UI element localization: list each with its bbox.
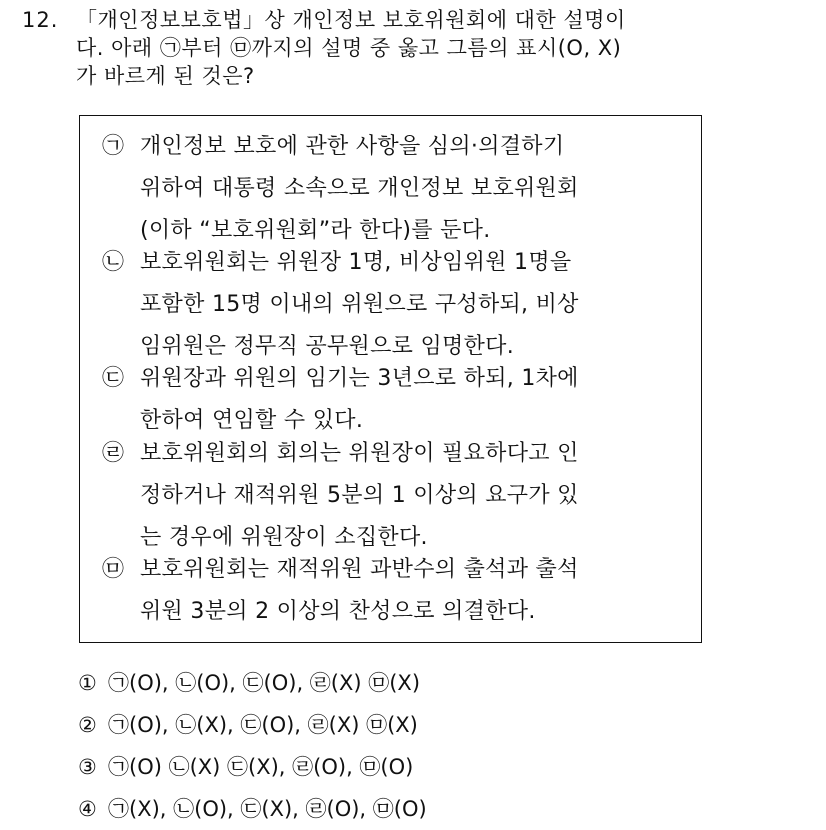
statement-marker: ㉣ [102, 441, 125, 466]
statements-box [79, 115, 702, 643]
statement-text: 보호위원회는 재적위원 과반수의 출석과 출석 [140, 557, 579, 582]
choice-number: ① [78, 671, 97, 695]
question-stem [76, 6, 776, 90]
statement-text: 위원 3분의 2 이상의 찬성으로 의결한다. [140, 599, 536, 624]
statement-5 [102, 549, 692, 633]
statement-text: 정하거나 재적위원 5분의 1 이상의 요구가 있 [140, 483, 579, 508]
statement-4 [102, 433, 692, 559]
statement-marker: ㉤ [102, 557, 125, 582]
choice-text: ㉠(O), ㉡(X), ㉢(O), ㉣(X) ㉤(X) [108, 713, 418, 737]
choice-text: ㉠(X), ㉡(O), ㉢(X), ㉣(O), ㉤(O) [108, 797, 427, 821]
question-number: 12. [22, 8, 59, 32]
statement-text: 포함한 15명 이내의 위원으로 구성하되, 비상 [140, 292, 579, 317]
statement-text: 는 경우에 위원장이 소집한다. [140, 525, 428, 550]
statement-text: (이하 “보호위원회”라 한다)를 둔다. [140, 218, 491, 243]
answer-choices [78, 662, 427, 830]
choice-number: ③ [78, 755, 97, 779]
statement-marker: ㉡ [102, 250, 125, 275]
statement-marker: ㉢ [102, 366, 125, 391]
statement-1 [102, 126, 692, 252]
statement-text: 보호위원회는 위원장 1명, 비상임위원 1명을 [140, 250, 572, 275]
answer-choice-2[interactable] [78, 704, 427, 746]
answer-choice-4[interactable] [78, 788, 427, 830]
answer-choice-1[interactable] [78, 662, 427, 704]
statement-text: 보호위원회의 회의는 위원장이 필요하다고 인 [140, 441, 579, 466]
choice-number: ④ [78, 797, 97, 821]
statement-text: 한하여 연임할 수 있다. [140, 408, 364, 433]
statement-text: 위원장과 위원의 임기는 3년으로 하되, 1차에 [140, 366, 579, 391]
choice-text: ㉠(O), ㉡(O), ㉢(O), ㉣(X) ㉤(X) [108, 671, 421, 695]
choice-number: ② [78, 713, 97, 737]
statement-text: 임위원은 정무직 공무원으로 임명한다. [140, 334, 515, 359]
statement-text: 위하여 대통령 소속으로 개인정보 보호위원회 [140, 176, 579, 201]
statement-3 [102, 358, 692, 442]
statement-marker: ㉠ [102, 134, 125, 159]
statement-2 [102, 242, 692, 368]
question-stem-line: 다. 아래 ㉠부터 ㉤까지의 설명 중 옳고 그름의 표시(O, X) [76, 36, 622, 60]
answer-choice-3[interactable] [78, 746, 427, 788]
question-stem-line: 가 바르게 된 것은? [76, 64, 255, 88]
question-stem-line: 「개인정보보호법」상 개인정보 보호위원회에 대한 설명이 [76, 8, 626, 32]
choice-text: ㉠(O) ㉡(X) ㉢(X), ㉣(O), ㉤(O) [108, 755, 414, 779]
statement-text: 개인정보 보호에 관한 사항을 심의·의결하기 [140, 134, 565, 159]
